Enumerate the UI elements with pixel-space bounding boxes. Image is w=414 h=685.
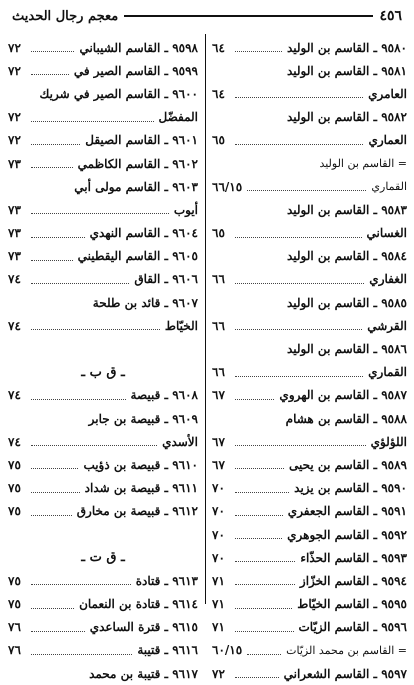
spacer-row — [8, 337, 198, 360]
entry-page-number: ٧٥ — [8, 573, 21, 588]
entry-page-number: ٧٦ — [8, 620, 21, 635]
entry-name: ٩٦٠٨ ـ قبيصة — [130, 388, 198, 403]
entry-page-number: ٦٤ — [212, 86, 225, 101]
entry-page-number: ٧١ — [212, 597, 225, 612]
entry-name: الخيّاط — [164, 318, 198, 333]
entry-page-number: ٧٤ — [8, 434, 21, 449]
index-entry-row — [8, 59, 198, 82]
index-entry-row — [212, 245, 407, 268]
entry-name: ٩٥٩٧ ـ القاسم الشعراني — [283, 666, 407, 681]
index-entry-row — [212, 222, 407, 245]
entry-name: ٩٦٠١ ـ القاسم الصيقل — [85, 133, 198, 148]
entry-name: = القاسم بن محمد الزيّات — [286, 643, 407, 657]
entry-page-number: ٧٢ — [8, 133, 21, 148]
entry-name: ٩٥٨٨ ـ القاسم بن هشام — [285, 411, 407, 426]
entry-name: ٩٥٩٩ ـ القاسم الصير في — [73, 63, 198, 78]
index-entry-row — [212, 546, 407, 569]
index-entry-row — [8, 500, 198, 523]
leader-dots — [235, 445, 366, 446]
index-entry-row — [8, 384, 198, 407]
entry-name: ٩٦١٠ ـ قبيصة بن ذؤيب — [83, 457, 198, 472]
index-entry-row — [8, 616, 198, 639]
index-column-left — [8, 36, 198, 685]
entry-name: الغساني — [366, 226, 407, 241]
index-entry-row — [8, 314, 198, 337]
leader-dots — [235, 144, 363, 145]
entry-name: المفضّل — [158, 110, 198, 125]
entry-name: ٩٦٠٦ ـ القاق — [134, 272, 198, 287]
index-entry-row — [8, 639, 198, 662]
leader-dots — [31, 399, 126, 400]
index-entry-row — [8, 430, 198, 453]
index-entry-row — [212, 129, 407, 152]
leader-dots — [31, 631, 85, 632]
index-entry-row — [212, 36, 407, 59]
leader-dots — [235, 468, 284, 469]
index-entry-row — [8, 175, 198, 198]
leader-dots — [31, 654, 132, 655]
leader-dots — [31, 74, 69, 75]
entry-page-number: ٧٣ — [8, 226, 21, 241]
index-entry-row — [212, 198, 407, 221]
entry-page-number: ٦٦/١٥ — [212, 179, 243, 194]
entry-page-number: ٦٧ — [212, 388, 225, 403]
cross-reference-row — [212, 639, 407, 662]
header-rule — [124, 15, 373, 17]
cross-reference-row — [212, 152, 407, 175]
leader-dots — [31, 608, 74, 609]
entry-name: ٩٦١١ ـ قبيصة بن شداد — [84, 481, 198, 496]
entry-name: ٩٦١٦ ـ قتيبة — [137, 643, 198, 658]
leader-dots — [31, 584, 131, 585]
section-heading-text: ـ ق ب ـ — [81, 364, 125, 380]
entry-name: ٩٥٨٧ ـ القاسم بن الهروي — [279, 388, 407, 403]
entry-name: ٩٦٠٢ ـ القاسم الكاظمي — [77, 156, 198, 171]
entry-name: ٩٥٨٦ ـ القاسم بن الوليد — [286, 342, 407, 357]
leader-dots — [235, 561, 295, 562]
index-entry-row — [212, 430, 407, 453]
entry-page-number: ٦٧ — [212, 434, 225, 449]
entry-page-number: ٧١ — [212, 573, 225, 588]
running-title: معجم رجال الحديث — [12, 8, 119, 24]
leader-dots — [235, 237, 362, 238]
index-entry-row — [212, 523, 407, 546]
entry-page-number: ٧٢ — [8, 110, 21, 125]
leader-dots — [235, 608, 292, 609]
leader-dots — [247, 190, 366, 191]
leader-dots — [31, 51, 74, 52]
index-entry-row — [212, 268, 407, 291]
index-entry-row — [212, 500, 407, 523]
entry-name: ٩٦٠٧ ـ قائد بن طلحة — [92, 295, 198, 310]
entry-name: القماري — [368, 365, 407, 380]
entry-name: ٩٥٩٨ ـ القاسم الشيباني — [79, 40, 198, 55]
leader-dots — [31, 260, 73, 261]
leader-dots — [31, 329, 160, 330]
index-entry-row — [212, 477, 407, 500]
entry-page-number: ٧٥ — [8, 457, 21, 472]
entry-page-number: ٧٥ — [8, 504, 21, 519]
index-entry-row — [212, 453, 407, 476]
entry-name: الأسدي — [162, 434, 198, 449]
entry-name: ٩٦١٥ ـ قترة الساعدي — [89, 620, 198, 635]
index-entry-row — [212, 407, 407, 430]
index-entry-row — [8, 662, 198, 685]
entry-name: ٩٦١٧ ـ قتيبة بن محمد — [89, 666, 198, 681]
leader-dots — [31, 492, 80, 493]
index-entry-row — [8, 245, 198, 268]
index-entry-row — [8, 453, 198, 476]
index-entry-row — [8, 106, 198, 129]
entry-page-number: ٦٤ — [212, 40, 225, 55]
index-entry-row — [212, 337, 407, 360]
leader-dots — [31, 144, 80, 145]
entry-name: ٩٦١٤ ـ قتادة بن النعمان — [79, 597, 198, 612]
entry-page-number: ٧٥ — [8, 597, 21, 612]
entry-page-number: ٦٦ — [212, 365, 225, 380]
entry-page-number: ٦٦ — [212, 272, 225, 287]
entry-name: ٩٦١٣ ـ قتادة — [135, 573, 198, 588]
entry-name: ٩٥٨٥ ـ القاسم بن الوليد — [286, 295, 407, 310]
leader-dots — [31, 237, 85, 238]
leader-dots — [235, 538, 282, 539]
entry-page-number: ٧٠ — [212, 481, 225, 496]
index-entry-row — [8, 82, 198, 105]
entry-name: القرشي — [367, 318, 407, 333]
index-entry-row — [212, 569, 407, 592]
entry-name: = القاسم بن الوليد — [319, 157, 407, 171]
entry-name: ٩٦٠٠ ـ القاسم الصير في شريك — [39, 86, 198, 101]
index-entry-row — [212, 59, 407, 82]
index-entry-row — [212, 314, 407, 337]
index-entry-row — [212, 361, 407, 384]
entry-name: ٩٦٠٣ ـ القاسم مولى أبي — [74, 179, 198, 194]
leader-dots — [235, 51, 282, 52]
entry-name: ٩٥٨٤ ـ القاسم بن الوليد — [286, 249, 407, 264]
cross-reference-row — [212, 175, 407, 198]
entry-page-number: ٦٧ — [212, 457, 225, 472]
entry-name: ٩٥٨٢ ـ القاسم بن الوليد — [286, 110, 407, 125]
leader-dots — [31, 515, 72, 516]
entry-name: العماري — [368, 133, 407, 148]
entry-page-number: ٧٤ — [8, 388, 21, 403]
index-entry-row — [8, 477, 198, 500]
entry-name: العامري — [368, 86, 407, 101]
index-entry-row — [8, 36, 198, 59]
leader-dots — [31, 283, 129, 284]
index-entry-row — [8, 198, 198, 221]
leader-dots — [235, 97, 363, 98]
index-entry-row — [212, 616, 407, 639]
entry-page-number: ٧٠ — [212, 527, 225, 542]
entry-name: القماري — [371, 180, 407, 194]
section-heading — [8, 361, 198, 384]
index-entry-row — [8, 222, 198, 245]
entry-name: ٩٦١٢ ـ قبيصة بن مخارق — [76, 504, 198, 519]
page-header — [10, 4, 404, 28]
leader-dots — [31, 468, 78, 469]
entry-page-number: ٦٦ — [212, 318, 225, 333]
section-heading-text: ـ ق ت ـ — [81, 550, 125, 566]
index-entry-row — [8, 407, 198, 430]
leader-dots — [235, 283, 364, 284]
entry-name: ٩٦٠٩ ـ قبيصة بن جابر — [88, 411, 198, 426]
leader-dots — [247, 654, 281, 655]
entry-page-number: ٧١ — [212, 620, 225, 635]
entry-page-number: ٧٢ — [8, 40, 21, 55]
leader-dots — [235, 399, 274, 400]
entry-name: ٩٦٠٤ ـ القاسم النهدي — [89, 226, 198, 241]
leader-dots — [31, 167, 73, 168]
leader-dots — [31, 121, 154, 122]
index-entry-row — [212, 384, 407, 407]
entry-name: ٩٥٩٣ ـ القاسم الحذّاء — [300, 550, 407, 565]
entry-name: ٩٥٨٠ ـ القاسم بن الوليد — [286, 40, 407, 55]
column-divider — [205, 34, 206, 604]
entry-page-number: ٧٤ — [8, 272, 21, 287]
leader-dots — [235, 584, 295, 585]
entry-name: ٩٥٨١ ـ القاسم بن الوليد — [286, 63, 407, 78]
leader-dots — [235, 677, 279, 678]
section-heading — [8, 546, 198, 569]
spacer-row — [8, 523, 198, 546]
entry-page-number: ٧٣ — [8, 202, 21, 217]
leader-dots — [31, 445, 157, 446]
entry-name: ٩٥٨٩ ـ القاسم بن يحيى — [289, 457, 407, 472]
index-entry-row — [212, 593, 407, 616]
entry-page-number: ٧٣ — [8, 156, 21, 171]
leader-dots — [235, 631, 294, 632]
entry-page-number: ٦٥ — [212, 226, 225, 241]
page-number: ٤٥٦ — [379, 8, 402, 24]
entry-page-number: ٧٥ — [8, 481, 21, 496]
entry-page-number: ٧٢ — [212, 666, 225, 681]
entry-name: ٩٥٩٥ ـ القاسم الخيّاط — [297, 597, 407, 612]
entry-name: الغفاري — [369, 272, 407, 287]
entry-name: ٩٥٩٠ ـ القاسم بن يزيد — [294, 481, 407, 496]
entry-name: ٩٥٩٢ ـ القاسم الجوهري — [287, 527, 407, 542]
entry-page-number: ٧٠ — [212, 504, 225, 519]
index-entry-row — [212, 291, 407, 314]
entry-page-number: ٦٠/١٥ — [212, 643, 243, 658]
entry-page-number: ٧٠ — [212, 550, 225, 565]
entry-name: ٩٥٩٦ ـ القاسم الزيّات — [298, 620, 407, 635]
index-entry-row — [212, 662, 407, 685]
entry-name: اللؤلؤي — [370, 434, 407, 449]
index-entry-row — [8, 152, 198, 175]
entry-name: ٩٥٩١ ـ القاسم الجعفري — [287, 504, 407, 519]
index-entry-row — [8, 291, 198, 314]
index-entry-row — [8, 569, 198, 592]
leader-dots — [235, 376, 363, 377]
leader-dots — [235, 329, 362, 330]
entry-page-number: ٧٦ — [8, 643, 21, 658]
entry-name: ٩٥٩٤ ـ القاسم الخزّاز — [299, 573, 407, 588]
leader-dots — [235, 492, 289, 493]
leader-dots — [235, 515, 283, 516]
index-entry-row — [212, 82, 407, 105]
entry-page-number: ٧٢ — [8, 63, 21, 78]
entry-name: ٩٦٠٥ ـ القاسم اليقطيني — [77, 249, 198, 264]
entry-name: أيوب — [173, 202, 198, 217]
entry-name: ٩٥٨٣ ـ القاسم بن الوليد — [286, 202, 407, 217]
entry-page-number: ٦٥ — [212, 133, 225, 148]
index-column-right — [212, 36, 407, 685]
entry-page-number: ٧٤ — [8, 318, 21, 333]
index-entry-row — [8, 268, 198, 291]
index-entry-row — [8, 129, 198, 152]
index-entry-row — [212, 106, 407, 129]
leader-dots — [31, 213, 169, 214]
index-entry-row — [8, 593, 198, 616]
entry-page-number: ٧٣ — [8, 249, 21, 264]
